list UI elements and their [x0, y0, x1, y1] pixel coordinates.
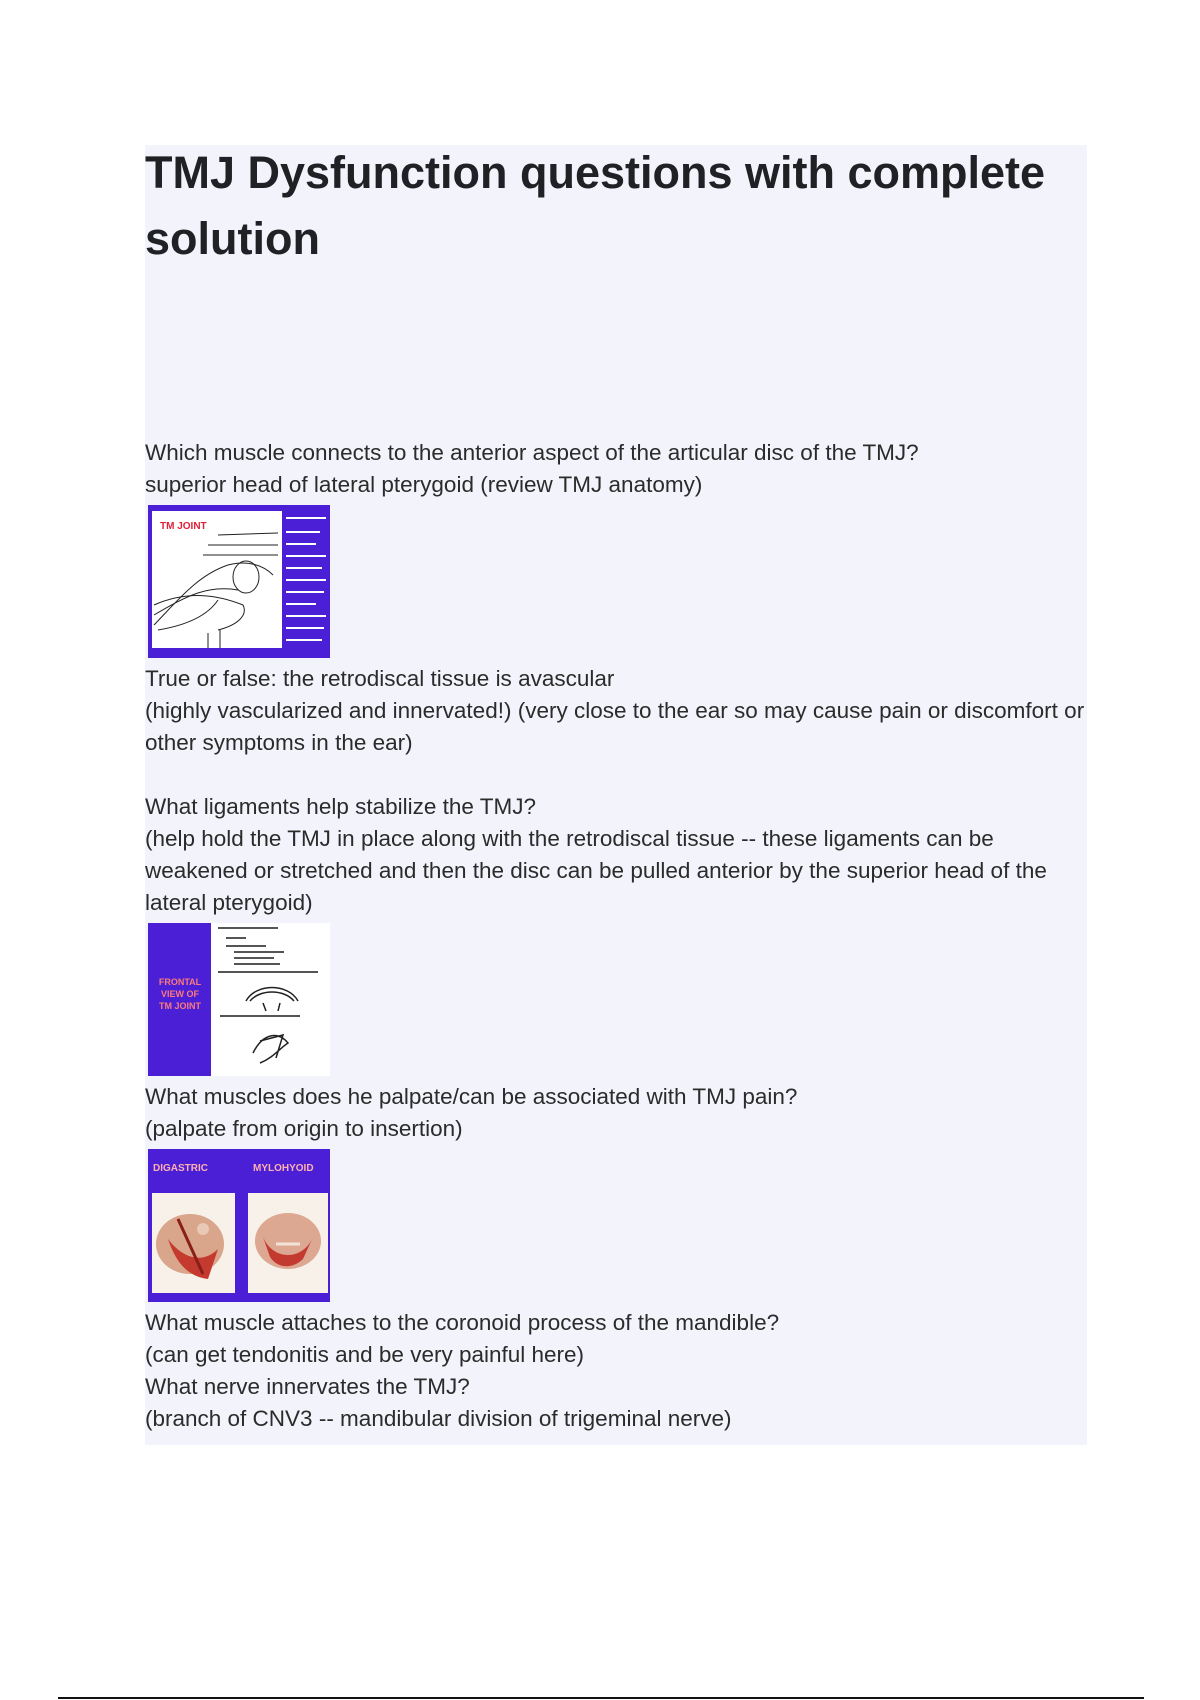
question-1: Which muscle connects to the anterior aspect of the articular disc of the TMJ?: [145, 440, 919, 465]
tm-joint-diagram-image: [148, 505, 330, 658]
answer-4: (palpate from origin to insertion): [145, 1116, 463, 1141]
page-title: TMJ Dysfunction questions with complete solution: [145, 147, 1046, 264]
digastric-mylohyoid-image: [148, 1149, 330, 1302]
question-2: True or false: the retrodiscal tissue is avascular: [145, 666, 615, 691]
frontal-label-3: TM JOINT: [159, 1001, 201, 1011]
question-3: What ligaments help stabilize the TMJ?: [145, 794, 537, 819]
question-6: What nerve innervates the TMJ?: [145, 1374, 470, 1399]
answer-1: superior head of lateral pterygoid (review TMJ anatomy): [145, 472, 703, 497]
frontal-label-2: VIEW OF: [161, 989, 199, 999]
answer-2: (highly vascularized and innervated!) (very close to the ear so may cause pain or discomfort or other symptoms in the ear): [145, 698, 1085, 755]
qa-content: [145, 437, 1085, 1435]
answer-5: (can get tendonitis and be very painful here): [145, 1342, 585, 1367]
answer-6: (branch of CNV3 -- mandibular division of trigeminal nerve): [145, 1406, 732, 1431]
mylohyoid-label: MYLOHYOID: [253, 1163, 314, 1174]
frontal-label-1: FRONTAL: [158, 977, 202, 987]
tm-joint-label: TM JOINT: [160, 521, 207, 532]
digastric-label: DIGASTRIC: [153, 1163, 208, 1174]
footer-divider: [58, 1697, 1144, 1699]
question-5: What muscle attaches to the coronoid process of the mandible?: [145, 1310, 780, 1335]
frontal-view-tm-joint-image: [148, 923, 330, 1076]
question-4: What muscles does he palpate/can be associated with TMJ pain?: [145, 1084, 798, 1109]
answer-3: (help hold the TMJ in place along with the retrodiscal tissue -- these ligaments can be weakened or stretched and then the disc can be pulled anterior by the superior head of the lateral pterygoid): [145, 826, 1047, 915]
